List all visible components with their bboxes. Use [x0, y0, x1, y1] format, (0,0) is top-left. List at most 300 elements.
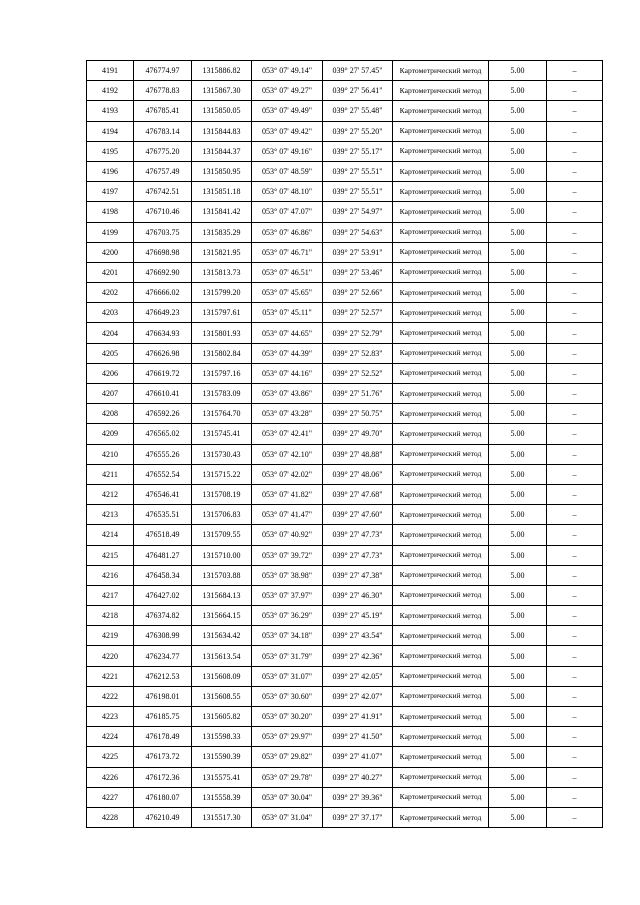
x-coordinate-cell: 476626.98 [134, 343, 192, 363]
note-cell: – [547, 565, 603, 585]
y-coordinate-cell: 1315590.39 [192, 747, 252, 767]
method-cell: Картометрический метод [393, 424, 489, 444]
y-coordinate-cell: 1315797.61 [192, 303, 252, 323]
x-coordinate-cell: 476692.90 [134, 262, 192, 282]
note-cell: – [547, 61, 603, 81]
method-cell: Картометрический метод [393, 626, 489, 646]
point-number-cell: 4201 [87, 262, 134, 282]
y-coordinate-cell: 1315841.42 [192, 202, 252, 222]
table-row [87, 807, 603, 827]
accuracy-cell: 5.00 [489, 545, 547, 565]
point-number-cell: 4205 [87, 343, 134, 363]
method-cell: Картометрический метод [393, 464, 489, 484]
x-coordinate-cell: 476172.36 [134, 767, 192, 787]
table-row [87, 363, 603, 383]
accuracy-cell: 5.00 [489, 787, 547, 807]
point-number-cell: 4223 [87, 707, 134, 727]
point-number-cell: 4192 [87, 81, 134, 101]
table-row [87, 626, 603, 646]
method-cell: Картометрический метод [393, 101, 489, 121]
accuracy-cell: 5.00 [489, 101, 547, 121]
longitude-cell: 039° 27' 47.68" [323, 484, 393, 504]
x-coordinate-cell: 476234.77 [134, 646, 192, 666]
point-number-cell: 4198 [87, 202, 134, 222]
table-row [87, 787, 603, 807]
longitude-cell: 039° 27' 37.17" [323, 807, 393, 827]
x-coordinate-cell: 476775.20 [134, 141, 192, 161]
y-coordinate-cell: 1315844.37 [192, 141, 252, 161]
longitude-cell: 039° 27' 47.38" [323, 565, 393, 585]
point-number-cell: 4195 [87, 141, 134, 161]
method-cell: Картометрический метод [393, 747, 489, 767]
longitude-cell: 039° 27' 42.05" [323, 666, 393, 686]
longitude-cell: 039° 27' 43.54" [323, 626, 393, 646]
latitude-cell: 053° 07' 47.07" [252, 202, 323, 222]
x-coordinate-cell: 476619.72 [134, 363, 192, 383]
point-number-cell: 4226 [87, 767, 134, 787]
x-coordinate-cell: 476757.49 [134, 161, 192, 181]
x-coordinate-cell: 476427.02 [134, 585, 192, 605]
table-row [87, 404, 603, 424]
note-cell: – [547, 707, 603, 727]
y-coordinate-cell: 1315558.39 [192, 787, 252, 807]
latitude-cell: 053° 07' 30.20" [252, 707, 323, 727]
y-coordinate-cell: 1315605.82 [192, 707, 252, 727]
point-number-cell: 4200 [87, 242, 134, 262]
accuracy-cell: 5.00 [489, 161, 547, 181]
accuracy-cell: 5.00 [489, 565, 547, 585]
longitude-cell: 039° 27' 55.48" [323, 101, 393, 121]
method-cell: Картометрический метод [393, 384, 489, 404]
accuracy-cell: 5.00 [489, 262, 547, 282]
coordinates-table [86, 60, 603, 828]
x-coordinate-cell: 476210.49 [134, 807, 192, 827]
method-cell: Картометрический метод [393, 545, 489, 565]
accuracy-cell: 5.00 [489, 747, 547, 767]
table-row [87, 505, 603, 525]
method-cell: Картометрический метод [393, 787, 489, 807]
x-coordinate-cell: 476698.98 [134, 242, 192, 262]
y-coordinate-cell: 1315821.95 [192, 242, 252, 262]
table-row [87, 343, 603, 363]
latitude-cell: 053° 07' 48.59" [252, 161, 323, 181]
accuracy-cell: 5.00 [489, 464, 547, 484]
table-body [87, 61, 603, 828]
table-row [87, 585, 603, 605]
point-number-cell: 4191 [87, 61, 134, 81]
table-row [87, 484, 603, 504]
longitude-cell: 039° 27' 56.41" [323, 81, 393, 101]
y-coordinate-cell: 1315844.83 [192, 121, 252, 141]
latitude-cell: 053° 07' 34.18" [252, 626, 323, 646]
latitude-cell: 053° 07' 46.86" [252, 222, 323, 242]
method-cell: Картометрический метод [393, 242, 489, 262]
latitude-cell: 053° 07' 42.10" [252, 444, 323, 464]
accuracy-cell: 5.00 [489, 626, 547, 646]
method-cell: Картометрический метод [393, 444, 489, 464]
x-coordinate-cell: 476518.49 [134, 525, 192, 545]
accuracy-cell: 5.00 [489, 61, 547, 81]
longitude-cell: 039° 27' 46.30" [323, 585, 393, 605]
accuracy-cell: 5.00 [489, 121, 547, 141]
method-cell: Картометрический метод [393, 222, 489, 242]
note-cell: – [547, 81, 603, 101]
longitude-cell: 039° 27' 55.51" [323, 161, 393, 181]
point-number-cell: 4221 [87, 666, 134, 686]
point-number-cell: 4210 [87, 444, 134, 464]
note-cell: – [547, 545, 603, 565]
accuracy-cell: 5.00 [489, 807, 547, 827]
y-coordinate-cell: 1315715.22 [192, 464, 252, 484]
method-cell: Картометрический метод [393, 525, 489, 545]
latitude-cell: 053° 07' 30.04" [252, 787, 323, 807]
note-cell: – [547, 747, 603, 767]
longitude-cell: 039° 27' 55.17" [323, 141, 393, 161]
latitude-cell: 053° 07' 43.86" [252, 384, 323, 404]
longitude-cell: 039° 27' 53.46" [323, 262, 393, 282]
table-row [87, 686, 603, 706]
point-number-cell: 4202 [87, 283, 134, 303]
latitude-cell: 053° 07' 44.16" [252, 363, 323, 383]
x-coordinate-cell: 476173.72 [134, 747, 192, 767]
table-row [87, 182, 603, 202]
y-coordinate-cell: 1315608.09 [192, 666, 252, 686]
x-coordinate-cell: 476212.53 [134, 666, 192, 686]
method-cell: Картометрический метод [393, 807, 489, 827]
y-coordinate-cell: 1315708.19 [192, 484, 252, 504]
y-coordinate-cell: 1315850.05 [192, 101, 252, 121]
longitude-cell: 039° 27' 55.20" [323, 121, 393, 141]
note-cell: – [547, 646, 603, 666]
note-cell: – [547, 182, 603, 202]
accuracy-cell: 5.00 [489, 384, 547, 404]
accuracy-cell: 5.00 [489, 141, 547, 161]
latitude-cell: 053° 07' 49.16" [252, 141, 323, 161]
accuracy-cell: 5.00 [489, 686, 547, 706]
note-cell: – [547, 343, 603, 363]
latitude-cell: 053° 07' 29.78" [252, 767, 323, 787]
longitude-cell: 039° 27' 48.88" [323, 444, 393, 464]
latitude-cell: 053° 07' 49.42" [252, 121, 323, 141]
y-coordinate-cell: 1315802.84 [192, 343, 252, 363]
latitude-cell: 053° 07' 29.82" [252, 747, 323, 767]
y-coordinate-cell: 1315764.70 [192, 404, 252, 424]
method-cell: Картометрический метод [393, 61, 489, 81]
note-cell: – [547, 464, 603, 484]
latitude-cell: 053° 07' 31.04" [252, 807, 323, 827]
longitude-cell: 039° 27' 52.57" [323, 303, 393, 323]
note-cell: – [547, 505, 603, 525]
method-cell: Картометрический метод [393, 646, 489, 666]
table-row [87, 222, 603, 242]
note-cell: – [547, 424, 603, 444]
point-number-cell: 4228 [87, 807, 134, 827]
note-cell: – [547, 363, 603, 383]
x-coordinate-cell: 476546.41 [134, 484, 192, 504]
x-coordinate-cell: 476185.75 [134, 707, 192, 727]
note-cell: – [547, 222, 603, 242]
note-cell: – [547, 686, 603, 706]
note-cell: – [547, 606, 603, 626]
y-coordinate-cell: 1315730.43 [192, 444, 252, 464]
table-row [87, 767, 603, 787]
method-cell: Картометрический метод [393, 262, 489, 282]
table-row [87, 747, 603, 767]
accuracy-cell: 5.00 [489, 444, 547, 464]
longitude-cell: 039° 27' 50.75" [323, 404, 393, 424]
accuracy-cell: 5.00 [489, 727, 547, 747]
method-cell: Картометрический метод [393, 404, 489, 424]
longitude-cell: 039° 27' 53.91" [323, 242, 393, 262]
longitude-cell: 039° 27' 39.36" [323, 787, 393, 807]
accuracy-cell: 5.00 [489, 343, 547, 363]
point-number-cell: 4213 [87, 505, 134, 525]
accuracy-cell: 5.00 [489, 767, 547, 787]
point-number-cell: 4208 [87, 404, 134, 424]
latitude-cell: 053° 07' 42.41" [252, 424, 323, 444]
latitude-cell: 053° 07' 31.79" [252, 646, 323, 666]
latitude-cell: 053° 07' 36.29" [252, 606, 323, 626]
table-row [87, 545, 603, 565]
x-coordinate-cell: 476610.41 [134, 384, 192, 404]
table-row [87, 141, 603, 161]
table-row [87, 424, 603, 444]
longitude-cell: 039° 27' 52.52" [323, 363, 393, 383]
x-coordinate-cell: 476710.46 [134, 202, 192, 222]
table-row [87, 242, 603, 262]
note-cell: – [547, 283, 603, 303]
method-cell: Картометрический метод [393, 161, 489, 181]
method-cell: Картометрический метод [393, 565, 489, 585]
point-number-cell: 4212 [87, 484, 134, 504]
x-coordinate-cell: 476535.51 [134, 505, 192, 525]
table-row [87, 283, 603, 303]
note-cell: – [547, 807, 603, 827]
method-cell: Картометрический метод [393, 505, 489, 525]
point-number-cell: 4215 [87, 545, 134, 565]
y-coordinate-cell: 1315801.93 [192, 323, 252, 343]
table-row [87, 525, 603, 545]
note-cell: – [547, 626, 603, 646]
method-cell: Картометрический метод [393, 121, 489, 141]
x-coordinate-cell: 476785.41 [134, 101, 192, 121]
x-coordinate-cell: 476774.97 [134, 61, 192, 81]
accuracy-cell: 5.00 [489, 404, 547, 424]
y-coordinate-cell: 1315799.20 [192, 283, 252, 303]
method-cell: Картометрический метод [393, 303, 489, 323]
table-row [87, 666, 603, 686]
note-cell: – [547, 101, 603, 121]
point-number-cell: 4219 [87, 626, 134, 646]
table-row [87, 323, 603, 343]
accuracy-cell: 5.00 [489, 484, 547, 504]
accuracy-cell: 5.00 [489, 363, 547, 383]
y-coordinate-cell: 1315706.83 [192, 505, 252, 525]
table-row [87, 262, 603, 282]
table-row [87, 444, 603, 464]
y-coordinate-cell: 1315867.30 [192, 81, 252, 101]
point-number-cell: 4220 [87, 646, 134, 666]
note-cell: – [547, 666, 603, 686]
method-cell: Картометрический метод [393, 686, 489, 706]
y-coordinate-cell: 1315684.13 [192, 585, 252, 605]
latitude-cell: 053° 07' 37.97" [252, 585, 323, 605]
longitude-cell: 039° 27' 41.50" [323, 727, 393, 747]
accuracy-cell: 5.00 [489, 505, 547, 525]
accuracy-cell: 5.00 [489, 646, 547, 666]
x-coordinate-cell: 476783.14 [134, 121, 192, 141]
table-row [87, 606, 603, 626]
latitude-cell: 053° 07' 48.10" [252, 182, 323, 202]
longitude-cell: 039° 27' 42.36" [323, 646, 393, 666]
y-coordinate-cell: 1315608.55 [192, 686, 252, 706]
accuracy-cell: 5.00 [489, 283, 547, 303]
longitude-cell: 039° 27' 42.07" [323, 686, 393, 706]
point-number-cell: 4222 [87, 686, 134, 706]
method-cell: Картометрический метод [393, 283, 489, 303]
latitude-cell: 053° 07' 41.47" [252, 505, 323, 525]
latitude-cell: 053° 07' 38.98" [252, 565, 323, 585]
y-coordinate-cell: 1315783.09 [192, 384, 252, 404]
point-number-cell: 4206 [87, 363, 134, 383]
y-coordinate-cell: 1315703.88 [192, 565, 252, 585]
point-number-cell: 4214 [87, 525, 134, 545]
table-row [87, 464, 603, 484]
note-cell: – [547, 384, 603, 404]
table-row [87, 727, 603, 747]
latitude-cell: 053° 07' 46.51" [252, 262, 323, 282]
y-coordinate-cell: 1315634.42 [192, 626, 252, 646]
note-cell: – [547, 787, 603, 807]
note-cell: – [547, 161, 603, 181]
method-cell: Картометрический метод [393, 182, 489, 202]
accuracy-cell: 5.00 [489, 707, 547, 727]
longitude-cell: 039° 27' 55.51" [323, 182, 393, 202]
y-coordinate-cell: 1315851.18 [192, 182, 252, 202]
longitude-cell: 039° 27' 45.19" [323, 606, 393, 626]
accuracy-cell: 5.00 [489, 606, 547, 626]
table-row [87, 121, 603, 141]
longitude-cell: 039° 27' 41.07" [323, 747, 393, 767]
y-coordinate-cell: 1315850.95 [192, 161, 252, 181]
longitude-cell: 039° 27' 47.60" [323, 505, 393, 525]
latitude-cell: 053° 07' 43.28" [252, 404, 323, 424]
longitude-cell: 039° 27' 41.91" [323, 707, 393, 727]
latitude-cell: 053° 07' 49.49" [252, 101, 323, 121]
x-coordinate-cell: 476592.26 [134, 404, 192, 424]
method-cell: Картометрический метод [393, 81, 489, 101]
accuracy-cell: 5.00 [489, 424, 547, 444]
x-coordinate-cell: 476178.49 [134, 727, 192, 747]
longitude-cell: 039° 27' 48.06" [323, 464, 393, 484]
method-cell: Картометрический метод [393, 202, 489, 222]
method-cell: Картометрический метод [393, 343, 489, 363]
method-cell: Картометрический метод [393, 484, 489, 504]
x-coordinate-cell: 476481.27 [134, 545, 192, 565]
method-cell: Картометрический метод [393, 707, 489, 727]
accuracy-cell: 5.00 [489, 666, 547, 686]
point-number-cell: 4196 [87, 161, 134, 181]
longitude-cell: 039° 27' 49.70" [323, 424, 393, 444]
method-cell: Картометрический метод [393, 141, 489, 161]
note-cell: – [547, 727, 603, 747]
x-coordinate-cell: 476374.82 [134, 606, 192, 626]
longitude-cell: 039° 27' 52.79" [323, 323, 393, 343]
table-row [87, 81, 603, 101]
latitude-cell: 053° 07' 29.97" [252, 727, 323, 747]
x-coordinate-cell: 476778.83 [134, 81, 192, 101]
point-number-cell: 4197 [87, 182, 134, 202]
point-number-cell: 4218 [87, 606, 134, 626]
note-cell: – [547, 242, 603, 262]
accuracy-cell: 5.00 [489, 323, 547, 343]
y-coordinate-cell: 1315598.33 [192, 727, 252, 747]
note-cell: – [547, 323, 603, 343]
point-number-cell: 4193 [87, 101, 134, 121]
table-row [87, 101, 603, 121]
x-coordinate-cell: 476552.54 [134, 464, 192, 484]
note-cell: – [547, 767, 603, 787]
note-cell: – [547, 141, 603, 161]
accuracy-cell: 5.00 [489, 202, 547, 222]
x-coordinate-cell: 476458.34 [134, 565, 192, 585]
table-row [87, 384, 603, 404]
table-row [87, 61, 603, 81]
y-coordinate-cell: 1315575.41 [192, 767, 252, 787]
latitude-cell: 053° 07' 42.02" [252, 464, 323, 484]
latitude-cell: 053° 07' 31.07" [252, 666, 323, 686]
note-cell: – [547, 303, 603, 323]
y-coordinate-cell: 1315797.16 [192, 363, 252, 383]
longitude-cell: 039° 27' 40.27" [323, 767, 393, 787]
x-coordinate-cell: 476666.02 [134, 283, 192, 303]
accuracy-cell: 5.00 [489, 222, 547, 242]
method-cell: Картометрический метод [393, 585, 489, 605]
latitude-cell: 053° 07' 30.60" [252, 686, 323, 706]
longitude-cell: 039° 27' 54.97" [323, 202, 393, 222]
y-coordinate-cell: 1315664.15 [192, 606, 252, 626]
note-cell: – [547, 525, 603, 545]
method-cell: Картометрический метод [393, 727, 489, 747]
point-number-cell: 4203 [87, 303, 134, 323]
accuracy-cell: 5.00 [489, 242, 547, 262]
latitude-cell: 053° 07' 44.65" [252, 323, 323, 343]
longitude-cell: 039° 27' 51.76" [323, 384, 393, 404]
y-coordinate-cell: 1315709.55 [192, 525, 252, 545]
point-number-cell: 4209 [87, 424, 134, 444]
point-number-cell: 4194 [87, 121, 134, 141]
y-coordinate-cell: 1315745.41 [192, 424, 252, 444]
y-coordinate-cell: 1315710.00 [192, 545, 252, 565]
accuracy-cell: 5.00 [489, 525, 547, 545]
point-number-cell: 4225 [87, 747, 134, 767]
point-number-cell: 4204 [87, 323, 134, 343]
longitude-cell: 039° 27' 52.83" [323, 343, 393, 363]
x-coordinate-cell: 476180.07 [134, 787, 192, 807]
latitude-cell: 053° 07' 46.71" [252, 242, 323, 262]
method-cell: Картометрический метод [393, 606, 489, 626]
point-number-cell: 4199 [87, 222, 134, 242]
accuracy-cell: 5.00 [489, 81, 547, 101]
x-coordinate-cell: 476198.01 [134, 686, 192, 706]
note-cell: – [547, 484, 603, 504]
longitude-cell: 039° 27' 54.63" [323, 222, 393, 242]
note-cell: – [547, 121, 603, 141]
method-cell: Картометрический метод [393, 363, 489, 383]
method-cell: Картометрический метод [393, 323, 489, 343]
y-coordinate-cell: 1315813.73 [192, 262, 252, 282]
latitude-cell: 053° 07' 41.82" [252, 484, 323, 504]
